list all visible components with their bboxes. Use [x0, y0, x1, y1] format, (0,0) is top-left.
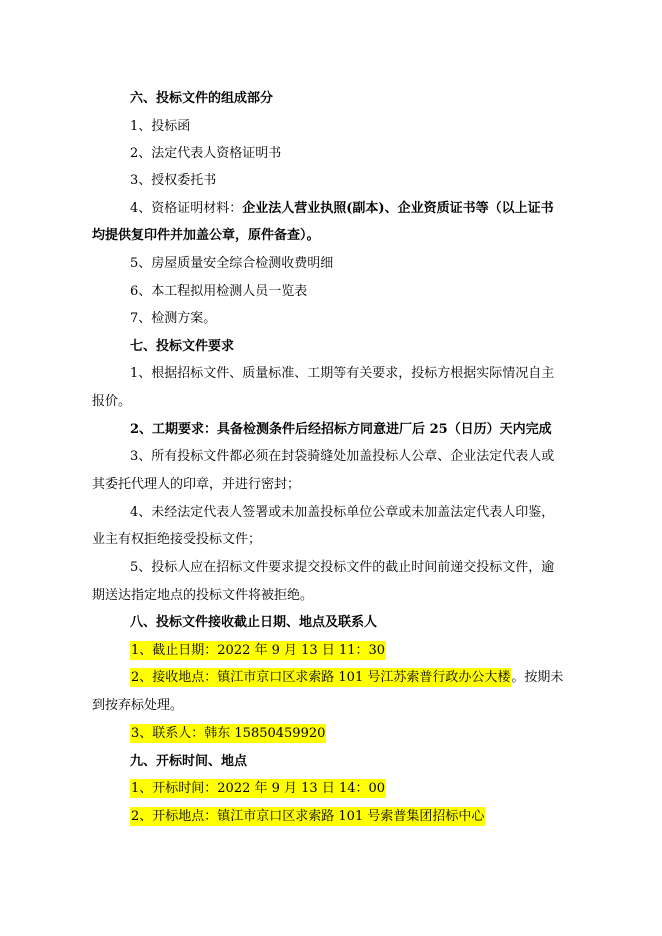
section-9-title: 九、开标时间、地点	[130, 754, 248, 769]
s7-item-1: 1、根据招标文件、质量标准、工期等有关要求，投标方根据实际情况自主	[130, 366, 555, 381]
s8-item-1-highlight: 1、截止日期：2022 年 9 月 13 日 11：30	[131, 643, 386, 658]
s6-item-4	[130, 199, 554, 219]
s7-item-5-continued: 期送达指定地点的投标文件将被拒绝。	[92, 588, 314, 603]
s6-item-1: 1、投标函	[130, 119, 191, 134]
s9-item-2	[130, 807, 485, 827]
s7-item-5: 5、投标人应在招标文件要求提交投标文件的截止时间前递交投标文件，逾	[130, 560, 555, 575]
s8-item-3	[130, 724, 326, 744]
s6-item-4-continued: 均提供复印件并加盖公章，原件备查）。	[92, 228, 320, 243]
s7-item-4: 4、未经法定代表人签署或未加盖投标单位公章或未加盖法定代表人印鉴，	[130, 505, 555, 520]
s9-item-1	[130, 779, 386, 799]
s7-item-2: 2、工期要求：具备检测条件后经招标方同意进厂后 25（日历）天内完成	[130, 422, 552, 437]
s9-item-1-highlight: 1、开标时间：2022 年 9 月 13 日 14：00	[131, 781, 386, 796]
s8-item-3-highlight: 3、联系人：韩东 15850459920	[131, 726, 326, 741]
s6-item-4-prefix: 4、资格证明材料：	[130, 201, 243, 216]
s6-item-7: 7、检测方案。	[130, 311, 217, 326]
s6-item-5: 5、房屋质量安全综合检测收费明细	[130, 256, 334, 271]
s7-item-3: 3、所有投标文件都必须在封袋骑缝处加盖投标人公章、企业法定代表人或	[130, 449, 555, 464]
s8-item-2-continued: 到按弃标处理。	[92, 698, 184, 713]
s8-item-2-rest: 。按期未	[511, 670, 564, 685]
s7-item-4-continued: 业主有权拒绝接受投标文件；	[92, 532, 262, 547]
s6-item-2: 2、法定代表人资格证明书	[130, 146, 282, 161]
s8-item-2-highlight: 2、接收地点：镇江市京口区求索路 101 号江苏索普行政办公大楼	[131, 670, 511, 685]
s9-item-2-highlight: 2、开标地点：镇江市京口区求索路 101 号索普集团招标中心	[131, 809, 485, 824]
s7-item-1-continued: 报价。	[92, 394, 132, 409]
s8-item-2	[130, 668, 563, 688]
section-7-title: 七、投标文件要求	[130, 339, 235, 354]
section-6-title: 六、投标文件的组成部分	[130, 91, 274, 106]
s7-item-3-continued: 其委托代理人的印章，并进行密封；	[92, 477, 301, 492]
s6-item-6: 6、本工程拟用检测人员一览表	[130, 284, 308, 299]
section-8-title: 八、投标文件接收截止日期、地点及联系人	[130, 615, 378, 630]
s8-item-1	[130, 641, 386, 661]
s6-item-4-bold-1: 企业法人营业执照(副本)、企业资质证书等（以上证书	[242, 201, 554, 216]
s6-item-3: 3、授权委托书	[130, 173, 217, 188]
